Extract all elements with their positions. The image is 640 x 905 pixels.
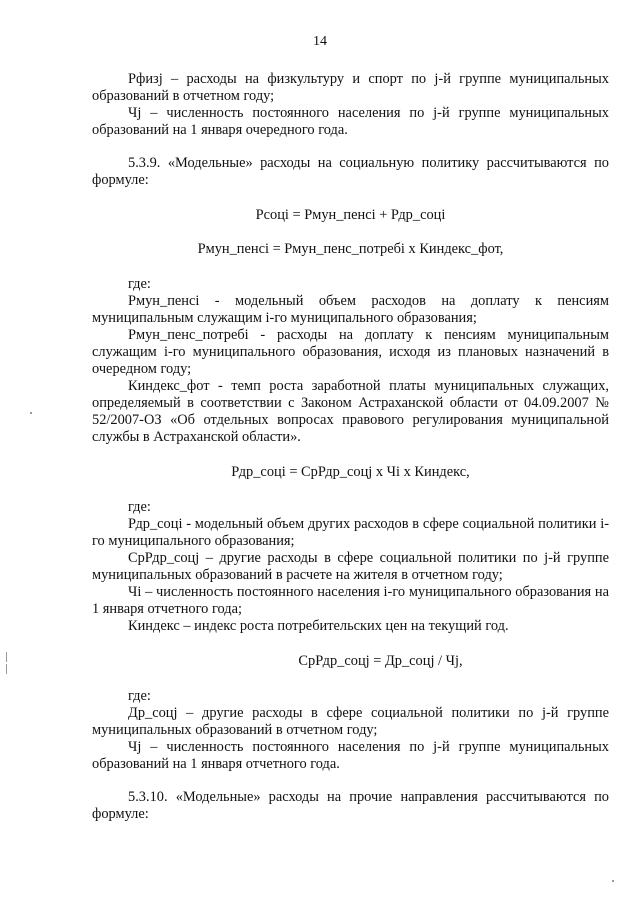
scan-speck	[612, 880, 614, 882]
where-label: где:	[128, 688, 151, 704]
scan-speck	[6, 652, 7, 662]
definition-kindeks-fot: Киндекс_фот - темп роста заработной платы муниципальных служащих, определяемый в соответствии с Законом Астраханской области от 04.09.2007 № 52/2007-ОЗ «Об отдельных вопросах правового регулирования муниципальной службы в Астраханской области».	[92, 378, 609, 445]
scan-speck	[6, 664, 7, 674]
definition-chj: Чj – численность постоянного населения по j-й группе муниципальных образований на 1 января очередного года.	[92, 105, 609, 138]
formula-srrdr-soc: СрРдр_соцj = Др_соцj / Чj,	[298, 653, 463, 669]
definition-kindeks: Киндекс – индекс роста потребительских цен на текущий год.	[128, 618, 509, 634]
definition-rdr-soc: Рдр_соці - модельный объем других расходов в сфере социальной политики і-го муниципального образования;	[92, 516, 609, 549]
definition-chi: Чі – численность постоянного населения і-го муниципального образования на 1 января отчетного года;	[92, 584, 609, 617]
definition-chj-2: Чj – численность постоянного населения по j-й группе муниципальных образований на 1 января отчетного года.	[92, 739, 609, 772]
where-label: где:	[128, 499, 151, 515]
definition-rmun-pens-potreb: Рмун_пенс_потребі - расходы на доплату к пенсиям муниципальным служащим і-го муниципального образования, исходя из плановых назначений в очередном году;	[92, 327, 609, 377]
definition-rfiz: Рфизj – расходы на физкультуру и спорт по j-й группе муниципальных образований в отчетном году;	[92, 71, 609, 104]
formula-rdr-soc: Рдр_соці = СрРдр_соцj х Чі х Киндекс,	[231, 464, 470, 480]
definition-dr-soc: Др_соцj – другие расходы в сфере социальной политики по j-й группе муниципальных образований в отчетном году;	[92, 705, 609, 738]
definition-srrdr-soc: СрРдр_соцj – другие расходы в сфере социальной политики по j-й группе муниципальных образований в расчете на жителя в отчетном году;	[92, 550, 609, 583]
page-number: 14	[313, 34, 327, 49]
section-5-3-9: 5.3.9. «Модельные» расходы на социальную политику рассчитываются по формуле:	[92, 155, 609, 188]
formula-rsoc: Рсоці = Рмун_пенсі + Рдр_соці	[255, 207, 446, 223]
where-label: где:	[128, 276, 151, 292]
formula-rmun-pens: Рмун_пенсі = Рмун_пенс_потребі х Киндекс_фот,	[197, 241, 504, 257]
scan-speck	[30, 412, 32, 414]
document-body	[92, 71, 609, 823]
section-5-3-10: 5.3.10. «Модельные» расходы на прочие направления рассчитываются по формуле:	[92, 789, 609, 822]
definition-rmun-pens: Рмун_пенсі - модельный объем расходов на доплату к пенсиям муниципальным служащим і-го муниципального образования;	[92, 293, 609, 326]
